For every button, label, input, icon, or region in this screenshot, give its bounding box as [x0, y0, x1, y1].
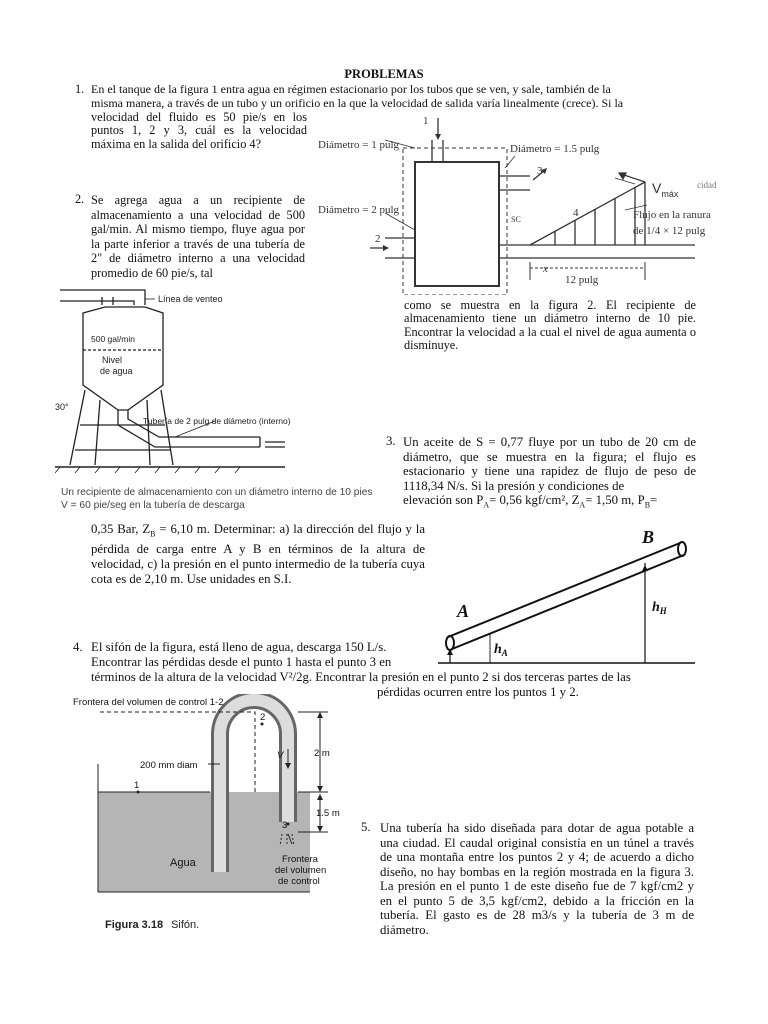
problem-4-line4: pérdidas ocurren entre los puntos 1 y 2.: [377, 685, 579, 699]
fig1-point-1: 1: [423, 115, 429, 127]
problem-4-line2: Encontrar las pérdidas desde el punto 1 hasta el punto 3 en: [91, 655, 392, 669]
fig1-diam-1: Diámetro = 1 pulg: [318, 139, 400, 151]
page-title: PROBLEMAS: [344, 67, 424, 81]
fig4-h15: 1.5 m: [316, 808, 340, 819]
fig4-point-1: 1: [134, 780, 140, 791]
fig4-point-3: 3: [282, 820, 288, 831]
problem-1-number: 1.: [75, 82, 85, 96]
fig1-sc: SC: [511, 215, 521, 224]
problem-3-continuation: 0,35 Bar, $Z_B = 6,10$ m. Determinar: a) la dirección del flujo y la pérdida de carga entre A y B en términos de la altura de velocidad, c) la presión en el punto intermedio de la tubería cuya cota es de 2,10 m. Use unidades en S.I.: [91, 522, 425, 586]
problem-5-text: Una tubería ha sido diseñada para dotar de agua potable a una ciudad. El caudal original consistía en un túnel a través de una montaña entre los puntos 2 y 4; de acuerdo a dicho diseño, no hay bombas en la región mostrada en la figura 3. La presión en el punto 1 de este diseño fue de 7 kgf/cm2 y en el punto 5 de 3,5 kgf/cm2, debido a la fricción en la tubería. El gasto es de 28 m3/s y la tubería de 3 m de diámetro.: [380, 821, 694, 937]
fig4-agua: Agua: [170, 857, 196, 869]
fig4-point-2: 2: [260, 712, 266, 723]
fig1-vmax: $V_{máx}$: [652, 180, 679, 199]
fig2-venteo: Línea de venteo: [158, 294, 223, 304]
fig4-frontera-top: Frontera del volumen de control 1-2: [73, 697, 224, 708]
fig2-caption-2: V = 60 pie/seg en la tubería de descarga: [61, 500, 245, 511]
fig2-caption-1: Un recipiente de almacenamiento con un diámetro interno de 10 pies: [61, 487, 373, 498]
fig2-tuberia: Tubería de 2 pulg de diámetro (interno): [143, 416, 291, 426]
figure-3-inclined-pipe: [430, 525, 700, 670]
problem-1-line1: En el tanque de la figura 1 entra agua en régimen estacionario por los tubos que se ven, y sale, también de la: [91, 82, 611, 96]
fig4-frontera-2: del volumen: [275, 865, 327, 876]
fig1-diam-15: Diámetro = 1.5 pulg: [510, 143, 600, 155]
fig4-diam: 200 mm diam: [140, 760, 198, 771]
fig1-point-3: 3: [537, 165, 543, 177]
fig1-point-4: 4: [573, 207, 579, 219]
problem-2-left: Se agrega agua a un recipiente de almacenamiento a una velocidad de 500 gal/min. Al mismo tiempo, fluye agua por la parte inferior a través de una tubería de 2" de diámetro interno a una velocidad promedio de 60 pie/s, tal: [91, 193, 305, 280]
fig1-diam-2: Diámetro = 2 pulg: [318, 204, 400, 216]
fig3-label-b: B: [642, 527, 655, 547]
problem-3-elevation-line: elevación son $P_A= 0,56$ kgf/cm², $Z_A= 1,50$ m, $P_B=$: [403, 493, 658, 510]
figure-1-tank-diagram: [315, 110, 725, 295]
fig1-12pulg: 12 pulg: [565, 274, 599, 286]
fig1-x: x: [543, 263, 548, 275]
fig1-cidad: cidad: [697, 180, 717, 190]
fig2-nivel-2: de agua: [100, 366, 133, 376]
problem-4-number: 4.: [73, 640, 83, 654]
figure-2-storage-tank: [55, 285, 380, 515]
fig2-nivel-1: Nivel: [102, 355, 123, 365]
fig4-frontera-3: de control: [278, 876, 320, 887]
problem-5-number: 5.: [361, 820, 371, 834]
fig4-frontera-1: Frontera: [282, 854, 318, 865]
problem-4-line1: El sifón de la figura, está lleno de agua, descarga 150 L/s.: [91, 640, 387, 654]
fig4-caption: Figura 3.18 Sifón.: [105, 919, 200, 931]
problem-2-right: como se muestra en la figura 2. El recipiente de almacenamiento tiene un diámetro interno de 10 pie. Encontrar la velocidad a la cual el nivel de agua aumenta o disminuye.: [404, 298, 696, 353]
fig3-label-a: A: [457, 601, 470, 621]
problem-4-line3: términos de la altura de la velocidad V²/2g. Encontrar la presión en el punto 2 si dos terceras partes de las: [91, 670, 631, 684]
fig2-flow: 500 gal/min: [91, 334, 135, 344]
figure-4-siphon: [70, 694, 360, 939]
problem-3-text1: Un aceite de S = 0,77 fluye por un tubo de 20 cm de diámetro, que se muestra en la figura; el flujo es estacionario y tiene una rapidez de flujo de peso de 1118,34 N/s. Si la presión y condiciones de: [403, 435, 696, 493]
fig3-ha: $h_A$: [494, 642, 508, 658]
fig1-point-2: 2: [375, 233, 381, 245]
fig4-v: V: [277, 750, 284, 761]
fig1-flujo-1: Flujo en la ranura: [633, 209, 711, 221]
fig2-angle: 30°: [55, 402, 69, 412]
fig1-flujo-2: de 1/4 × 12 pulg: [633, 225, 706, 237]
problem-1-line2: misma manera, a través de un tubo y un orificio en la que la velocidad de salida varía linealmente (crece). Si la: [91, 96, 624, 110]
problem-2-number: 2.: [75, 192, 85, 206]
problem-1-rest: velocidad del fluido es 50 pie/s en los puntos 1, 2 y 3, cuál es la velocidad máxima en la salida del orificio 4?: [91, 110, 307, 151]
fig3-hb: $h_H$: [652, 600, 667, 616]
fig4-h2: 2 m: [314, 748, 330, 759]
problem-3-number: 3.: [386, 434, 396, 448]
